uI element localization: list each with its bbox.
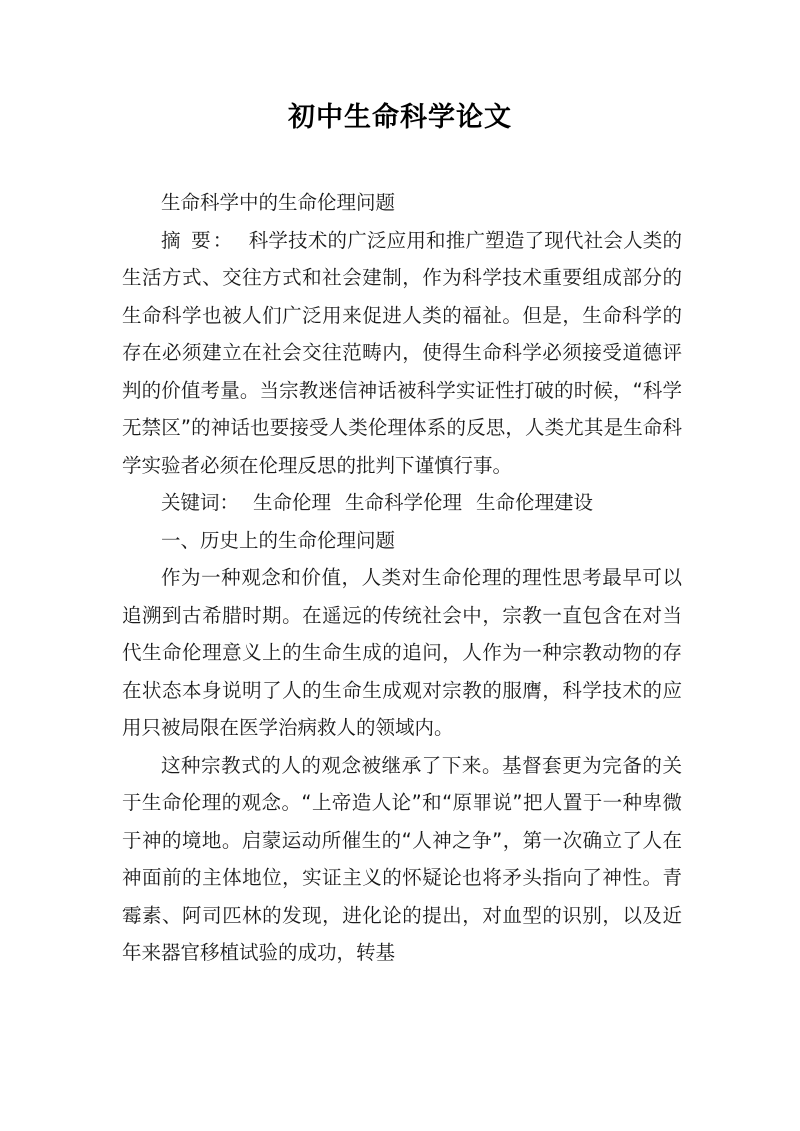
keyword-item: 生命伦理建设: [476, 491, 594, 514]
body-paragraph: 作为一种观念和价值，人类对生命伦理的理性思考最早可以追溯到古希腊时期。在遥远的传统社会中，宗教一直包含在对当代生命伦理意义上的生命生成的追问，人作为一种宗教动物的存在状态本身说明了人的生命生成观对宗教的服膺，科学技术的应用只被局限在医学治病救人的领域内。: [122, 566, 682, 739]
keyword-item: 生命科学伦理: [345, 491, 463, 514]
body-paragraph: 这种宗教式的人的观念被继承了下来。基督套更为完备的关于生命伦理的观念。“上帝造人论”和“原罪说”把人置于一种卑微于神的境地。启蒙运动所催生的“人神之争”，第一次确立了人在神面前的主体地位，实证主义的怀疑论也将矛头指向了神性。青霉素、阿司匹林的发现，进化论的提出，对血型的识别，以及近年来器官移植试验的成功，转基: [122, 753, 682, 964]
subtitle-paragraph: 生命科学中的生命伦理问题: [161, 191, 396, 214]
document-title: 初中生命科学论文: [288, 102, 512, 133]
abstract-paragraph: [122, 222, 682, 485]
section-heading: 一、历史上的生命伦理问题: [161, 528, 396, 552]
keywords-label: 关键词：: [161, 491, 240, 514]
abstract-text: 科学技术的广泛应用和推广塑造了现代社会人类的生活方式、交往方式和社会建制，作为科学技术重要组成部分的生命科学也被人们广泛用来促进人类的福祉。但是，生命科学的存在必须建立在社会交往范畴内，使得生命科学必须接受道德评判的价值考量。当宗教迷信神话被科学实证性打破的时候，“科学无禁区”的神话也要接受人类伦理体系的反思，人类尤其是生命科学实验者必须在伦理反思的批判下谨慎行事。: [122, 228, 682, 477]
abstract-label: 摘 要：: [161, 228, 235, 252]
document-body: [122, 184, 682, 972]
keyword-item: 生命伦理: [253, 491, 332, 514]
keywords-paragraph: [122, 484, 682, 522]
